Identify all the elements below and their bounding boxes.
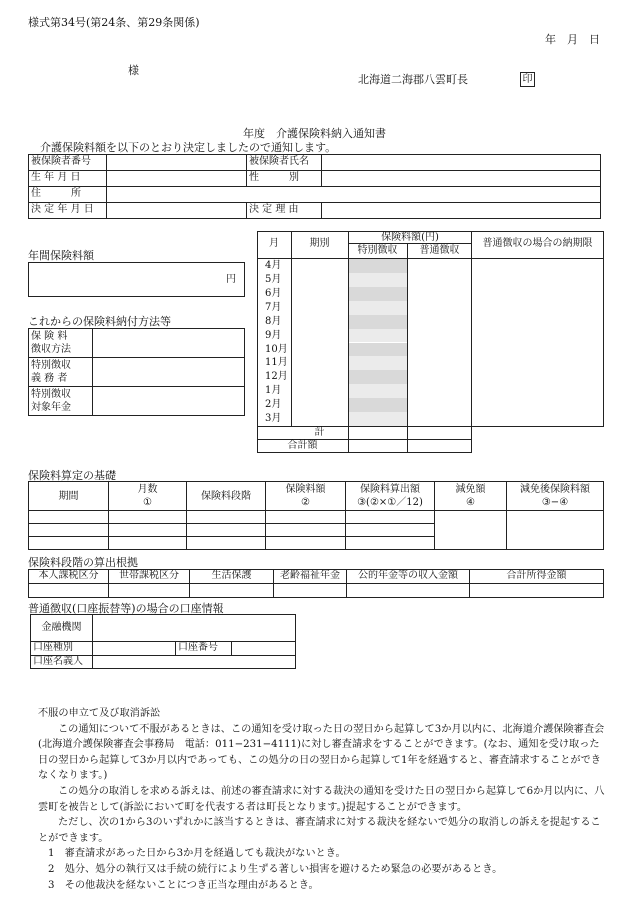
payment-method-label: これからの保険料納付方法等 [28,315,171,328]
basis-header-cell: 期間 [29,482,109,511]
level-cell [29,584,109,598]
insured-name-value [322,155,601,171]
target-pension-label: 特別徴収 対象年金 [29,387,93,416]
document-title: 年度 介護保険料納入通知書 [243,127,386,140]
month-header: 月 [269,238,279,249]
basis-cell [266,537,346,550]
notice-item-1: 1 審査請求があった日から3か月を経過しても裁決がないとき。 [48,848,346,860]
account-holder-value [93,655,296,669]
notice-title: 不服の申立て及び取消訴訟 [38,708,161,719]
level-header-cell: 生活保護 [190,570,274,584]
basis-cell [109,511,187,524]
account-number-value [232,642,296,656]
basis-cell [187,524,266,537]
basis-cell [346,511,435,524]
account-type-value [93,642,176,656]
level-header-cell: 世帯課税区分 [109,570,190,584]
month-label: 1月 [265,385,282,397]
form-number: 様式第34号(第24条、第29条関係) [28,16,200,29]
divider [407,426,408,453]
basis-cell [29,511,109,524]
basis-header-cell: 保険料額 ② [266,482,346,511]
level-header-cell: 老齢福祉年金 [274,570,347,584]
basis-cell [187,511,266,524]
special-collector-value [93,358,245,387]
month-label: 8月 [265,315,282,327]
divider [257,426,472,427]
month-rows [257,259,472,426]
level-header-row [29,570,604,584]
basis-cell [266,511,346,524]
basis-header-cell: 減免後保険料額 ③−④ [507,482,604,511]
special-collection-cell [349,356,407,370]
month-label: 9月 [265,329,282,341]
insured-number-value [107,155,247,171]
special-collection-cell [349,259,407,273]
level-cell [190,584,274,598]
decision-reason-label: 決 定 理 由 [247,203,322,219]
level-cell [274,584,347,598]
special-collection-header: 特別徴収 [357,245,398,256]
level-header-cell: 本人課税区分 [29,570,109,584]
month-label: 12月 [265,371,288,383]
normal-collection-header: 普通徴収 [419,245,460,256]
basis-cell [109,537,187,550]
month-label: 11月 [265,357,288,369]
special-collection-cell [349,412,407,426]
basis-cell [29,537,109,550]
notice-item-3: 3 その他裁決を経ないことにつき正当な理由があるとき。 [48,879,319,891]
decision-date-label: 決 定 年 月 日 [29,203,107,219]
month-label: 5月 [265,273,282,285]
special-collection-cell [349,273,407,287]
sex-label: 性 別 [247,171,322,187]
special-collection-cell [349,329,407,343]
basis-cell [109,524,187,537]
monthly-table [257,231,604,453]
calculation-basis-table [28,481,604,550]
special-collection-cell [349,370,407,384]
special-collector-label: 特別徴収 義 務 者 [29,358,93,387]
annual-premium-box [28,262,245,297]
level-basis-label: 保険料段階の算出根拠 [28,556,138,569]
insured-info-table [28,154,601,219]
insured-name-label: 被保険者氏名 [247,155,322,171]
level-cell [109,584,190,598]
yen-unit: 円 [226,274,236,285]
basis-cell [346,524,435,537]
account-holder-label: 口座名義人 [31,655,93,669]
issuer-name: 北海道二海郡八雲町長 [358,73,468,86]
month-label: 2月 [265,399,282,411]
institution-label: 金融機関 [31,615,93,642]
special-collection-cell [349,315,407,329]
basis-cell [346,537,435,550]
special-collection-cell [349,287,407,301]
month-label: 4月 [265,260,282,271]
special-collection-cell [349,384,407,398]
special-collection-cell [349,343,407,357]
notice-paragraph-3: ただし、次の1から3のいずれかに該当するときは、審査請求に対する裁決を経ないで処分の取消しの訴えを提起することができます。 [38,817,601,844]
account-number-label: 口座番号 [176,642,232,656]
notice-item-2: 2 処分、処分の執行又は手続の続行により生ずる著しい損害を避けるため緊急の必要があるとき。 [48,863,503,875]
basis-cell [266,524,346,537]
after-reduction-value [507,511,604,550]
deadline-frame [471,231,604,427]
deadline-header: 普通徴収の場合の納期限 [482,238,593,249]
bank-info-label: 普通徴収(口座振替等)の場合の口座情報 [28,602,224,615]
special-collection-cell [349,398,407,412]
notice-paragraph-2: この処分の取消しを求める訴えは、前述の審査請求に対する裁決の通知を受けた日の翌日から起算して6か月以内に、八雲町を被告として(訴訟において町を代表する者は町長となります。)提起することができます。 [38,785,605,813]
intro-text: 介護保険料額を以下のとおり決定しましたので通知します。 [40,141,337,154]
total-label: 計 [314,427,325,438]
special-collection-cell [349,301,407,315]
month-label: 6月 [265,287,282,299]
seal-mark: 印 [520,72,535,87]
level-basis-table [28,569,604,598]
basis-header-cell: 保険料算出額 ③(②×①／12) [346,482,435,511]
basis-header-row [29,482,604,511]
divider [348,426,349,453]
month-label: 7月 [265,301,282,313]
address-value [107,187,601,203]
address-label: 住 所 [29,187,107,203]
appeal-notice [28,706,606,893]
basis-cell [187,537,266,550]
level-cell [470,584,604,598]
amount-header: 保険料額(円) [381,232,439,243]
reduction-value [435,511,507,550]
birth-date-label: 生 年 月 日 [29,171,107,187]
decision-date-value [107,203,247,219]
calculation-basis-label: 保険料算定の基礎 [28,469,116,482]
due-header: 期別 [309,238,330,249]
level-header-cell: 公的年金等の収入金額 [347,570,470,584]
account-type-label: 口座種別 [31,642,93,656]
basis-header-cell: 保険料段階 [187,482,266,511]
basis-header-cell: 月数 ① [109,482,187,511]
institution-value [93,615,296,642]
grand-total-label: 合計額 [287,440,318,451]
basis-cell [29,524,109,537]
month-label: 10月 [265,343,288,355]
basis-header-cell: 減免額 ④ [435,482,507,511]
decision-reason-value [322,203,601,219]
target-pension-value [93,387,245,416]
sex-value [322,171,601,187]
bank-info-table [30,614,296,669]
notice-paragraph-1: この通知について不服があるときは、この通知を受け取った日の翌日から起算して3か月以内に、北海道介護保険審査会(北海道介護保険審査会事務局 電話：011−231−4111)に対し審査請求をすることができます。(なお、通知を受け取った日の翌日から起算して3か月以内であっても、この処分の日の翌日から起算して1年を経過すると、審査請求することができなくなります。) [38,723,605,782]
month-label: 3月 [265,413,282,425]
birth-date-value [107,171,247,187]
level-cell [347,584,470,598]
level-header-cell: 合計所得金額 [470,570,604,584]
collection-method-value [93,329,245,358]
payment-method-table [28,328,245,416]
collection-method-label: 保 険 料 徴収方法 [29,329,93,358]
issue-date: 年 月 日 [545,33,600,46]
recipient-suffix: 様 [128,64,139,77]
insured-number-label: 被保険者番号 [29,155,107,171]
annual-premium-label: 年間保険料額 [28,249,94,262]
